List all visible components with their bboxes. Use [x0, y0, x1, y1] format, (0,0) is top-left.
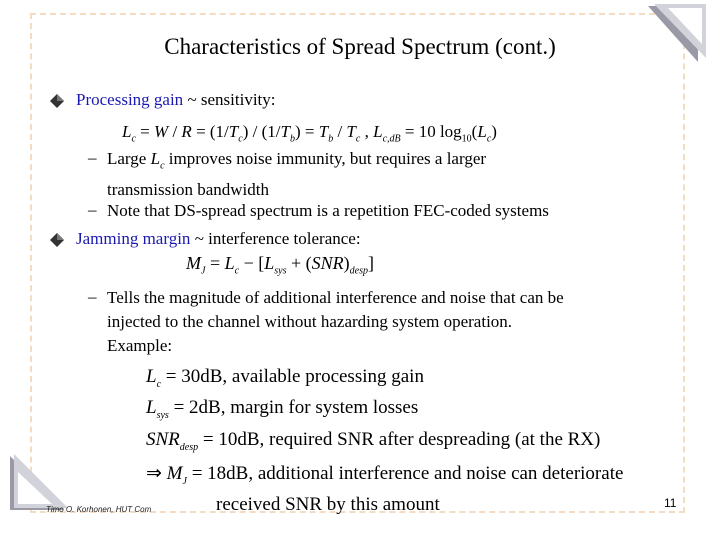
example-line-received: received SNR by this amount — [216, 494, 440, 515]
dash-marker: – — [88, 200, 97, 219]
example-line-lc: $L_c = 30dB$, available processing gain — [146, 366, 424, 390]
term-jamming-margin: Jamming margin — [76, 229, 191, 248]
example-line-mj: ⇒ $M_J = 18dB$, additional interference and noise can deteriorate — [146, 463, 624, 487]
footer-author: Timo O. Korhonen, HUT Com — [46, 505, 152, 514]
bullet-diamond-icon — [50, 233, 64, 247]
bullet-processing-gain: Processing gain ~ sensitivity: — [76, 90, 276, 109]
bullet-jamming-margin: Jamming margin ~ interference tolerance: — [76, 229, 361, 248]
formula-jamming-margin: $M_J = L_c - [L_{sys} + (SNR)_{desp}]$ — [186, 253, 374, 277]
term-processing-gain: Processing gain — [76, 90, 184, 109]
sub-bullet-tells-magnitude: Tells the magnitude of additional interference and noise that can be injected to the channel without hazarding system operation. Example: — [107, 288, 564, 355]
page-number: 11 — [664, 496, 677, 510]
formula-processing-gain: $L_c = W / R = (1/T_c) / (1/T_b) = T_b / T_c$ , $L_{c,dB} = 10$ $\log_{10}(L_c)$ — [122, 122, 497, 145]
dash-marker: – — [88, 148, 97, 167]
sub-bullet-ds-spread: Note that DS-spread spectrum is a repetition FEC-coded systems — [107, 201, 549, 220]
example-line-lsys: $L_{sys} = 2dB$, margin for system losses — [146, 397, 419, 421]
bullet-diamond-icon — [50, 94, 64, 108]
sub-bullet-large-lc: Large $L_c$ improves noise immunity, but requires a larger transmission bandwidth — [107, 149, 487, 200]
dash-marker: – — [88, 287, 97, 306]
example-line-snr: $SNR_{desp} = 10dB$, required SNR after despreading (at the RX) — [146, 429, 601, 453]
slide-title: Characteristics of Spread Spectrum (cont.) — [164, 34, 556, 59]
